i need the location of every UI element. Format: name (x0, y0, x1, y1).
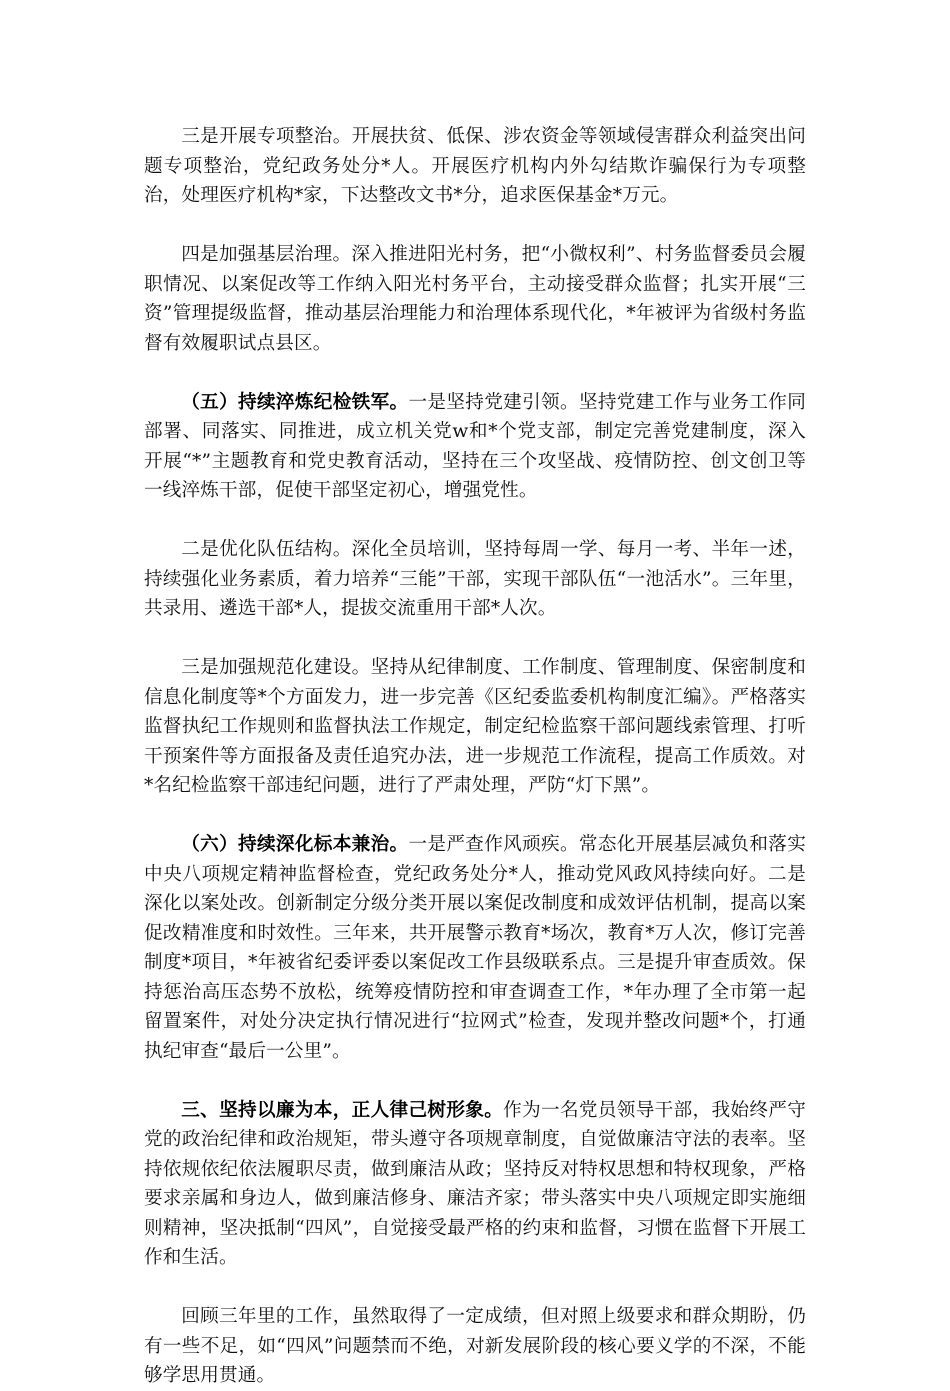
paragraph-text: 一是坚持党建引领。坚持党建工作与业务工作同部署、同落实、同推进，成立机关党w和*个党支部，制定完善党建制度，深入开展“*”主题教育和党史教育活动，坚持在三个攻坚战、疫情防控、创文创卫等一线淬炼干部，促使干部坚定初心，增强党性。 (144, 391, 806, 501)
document-page (144, 122, 806, 1391)
paragraph-section-six (144, 830, 806, 1066)
paragraph-text: 三是开展专项整治。开展扶贫、低保、涉农资金等领域侵害群众利益突出问题专项整治，党纪政务处分*人。开展医疗机构内外勾结欺诈骗保行为专项整治，处理医疗机构*家，下达整改文书*分，追求医保基金*万元。 (144, 126, 806, 206)
paragraph-text: 一是严查作风顽疾。常态化开展基层减负和落实中央八项规定精神监督检查，党纪政务处分*人，推动党风政风持续向好。二是深化以案处改。创新制定分级分类开展以案促改制度和成效评估机制，提高以案促改精准度和时效性。三年来，共开展警示教育*场次，教育*万人次，修订完善制度*项目，*年被省纪委评委以案促改工作县级联系点。三是提升审查质效。保持惩治高压态势不放松，统筹疫情防控和审查调查工作，*年办理了全市第一起留置案件，对处分决定执行情况进行“拉网式”检查，发现并整改问题*个，打通执纪审查“最后一公里”。 (144, 834, 806, 1062)
paragraph-section-three-integrity (144, 1096, 806, 1273)
paragraph-section-five (144, 388, 806, 506)
paragraph-text: 二是优化队伍结构。深化全员培训，坚持每周一学、每月一考、半年一述，持续强化业务素质，着力培养“三能”干部，实现干部队伍“一池活水”。三年里，共录用、遴选干部*人，提拔交流重用干部*人次。 (144, 539, 806, 619)
paragraph-team-structure (144, 535, 806, 624)
section-heading: （五）持续淬炼纪检铁军。 (181, 391, 409, 413)
section-heading: （六）持续深化标本兼治。 (181, 834, 409, 855)
paragraph-text: 作为一名党员领导干部，我始终严守党的政治纪律和政治规矩，带头遵守各项规章制度，自觉做廉洁守法的表率。坚持依规依纪依法履职尽责，做到廉洁从政；坚持反对特权思想和特权现象，严格要求亲属和身边人，做到廉洁修身、廉洁齐家；带头落实中央八项规定即实施细则精神，坚决抵制“四风”，自觉接受最严格的约束和监督，习惯在监督下开展工作和生活。 (144, 1099, 806, 1268)
paragraph-grassroots-governance (144, 240, 806, 358)
paragraph-review (144, 1302, 806, 1391)
section-heading: 三、坚持以廉为本，正人律己树形象。 (181, 1099, 504, 1121)
paragraph-text: 三是加强规范化建设。坚持从纪律制度、工作制度、管理制度、保密制度和信息化制度等*个方面发力，进一步完善《区纪委监委机构制度汇编》。严格落实监督执纪工作规则和监督执法工作规定，制定纪检监察干部问题线索管理、打听干预案件等方面报备及责任追究办法，进一步规范工作流程，提高工作质效。对*名纪检监察干部违纪问题，进行了严肃处理，严防“灯下黑”。 (144, 657, 806, 796)
paragraph-standardization (144, 653, 806, 801)
paragraph-special-rectification (144, 122, 806, 211)
paragraph-text: 四是加强基层治理。深入推进阳光村务，把“小微权利”、村务监督委员会履职情况、以案促改等工作纳入阳光村务平台，主动接受群众监督；扎实开展“三资”管理提级监督，推动基层治理能力和治理体系现代化，*年被评为省级村务监督有效履职试点县区。 (144, 244, 806, 354)
paragraph-text: 回顾三年里的工作，虽然取得了一定成绩，但对照上级要求和群众期盼，仍有一些不足，如“四风”问题禁而不绝，对新发展阶段的核心要义学的不深，不能够学思用贯通。 (144, 1306, 806, 1386)
